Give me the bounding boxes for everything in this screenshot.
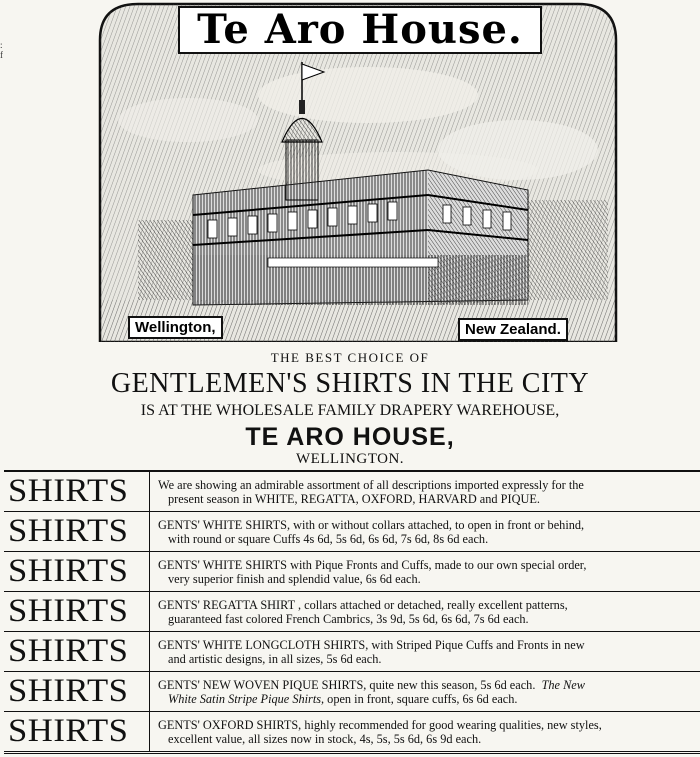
shirts-label: SHIRTS (4, 472, 150, 511)
shirt-description: GENTS' WHITE SHIRTS, with or without collars attached, to open in front or behind, with round or square Cuffs 4s 6d, 5s 6d, 6s 6d, 7s 6d, 8s 6d each. (158, 517, 585, 546)
shirt-row (4, 512, 700, 552)
shirt-row (4, 632, 700, 672)
city-line: WELLINGTON. (295, 451, 405, 467)
caption-new-zealand: New Zealand. (458, 318, 568, 341)
shirt-row (4, 552, 700, 592)
shirt-row (4, 592, 700, 632)
shirts-listing (4, 470, 700, 754)
shirts-label: SHIRTS (4, 672, 150, 711)
shirt-row (4, 672, 700, 712)
shirts-label: SHIRTS (4, 592, 150, 631)
shirts-label: SHIRTS (4, 632, 150, 671)
caption-wellington: Wellington, (128, 316, 223, 339)
shirt-description: GENTS' NEW WOVEN PIQUE SHIRTS, quite new this season, 5s 6d each. The New White Satin Stripe Pique Shirts, open in front, square cuffs, 6s 6d each. (158, 677, 585, 706)
shirt-row (4, 712, 700, 752)
shirts-label: SHIRTS (4, 512, 150, 551)
main-headline: GENTLEMEN'S SHIRTS IN THE CITY (110, 368, 590, 399)
bottom-rule (4, 753, 700, 754)
shirts-label: SHIRTS (4, 712, 150, 751)
shirt-description: GENTS' WHITE LONGCLOTH SHIRTS, with Striped Pique Cuffs and Fronts in new and artistic designs, in all sizes, 5s 6d each. (158, 637, 585, 666)
shirt-description: GENTS' WHITE SHIRTS with Pique Fronts and Cuffs, made to our own special order, very superior finish and splendid value, 6s 6d each. (158, 557, 587, 586)
store-name: TE ARO HOUSE, (245, 423, 455, 451)
shirt-description: We are showing an admirable assortment of all descriptions imported expressly for the present season in WHITE, REGATTA, OXFORD, HARVARD and PIQUE. (158, 477, 584, 506)
te-aro-house-engraving (98, 0, 618, 342)
best-choice-line: THE BEST CHOICE OF (270, 350, 430, 365)
engraving-title: Te Aro House. (178, 6, 542, 54)
warehouse-line: IS AT THE WHOLESALE FAMILY DRAPERY WAREHOUSE, (140, 402, 560, 419)
shirt-description: GENTS' OXFORD SHIRTS, highly recommended for good wearing qualities, new styles, excellent value, all sizes now in stock, 4s, 5s, 5s 6d, 6s 9d each. (158, 717, 602, 746)
shirts-label: SHIRTS (4, 552, 150, 591)
shirt-row (4, 472, 700, 512)
page-edge-mark: : f (0, 40, 3, 60)
shirt-description: GENTS' REGATTA SHIRT , collars attached or detached, really excellent patterns, guaranteed fast colored French Cambrics, 3s 9d, 5s 6d, 6s 6d, 7s 6d each. (158, 597, 568, 626)
